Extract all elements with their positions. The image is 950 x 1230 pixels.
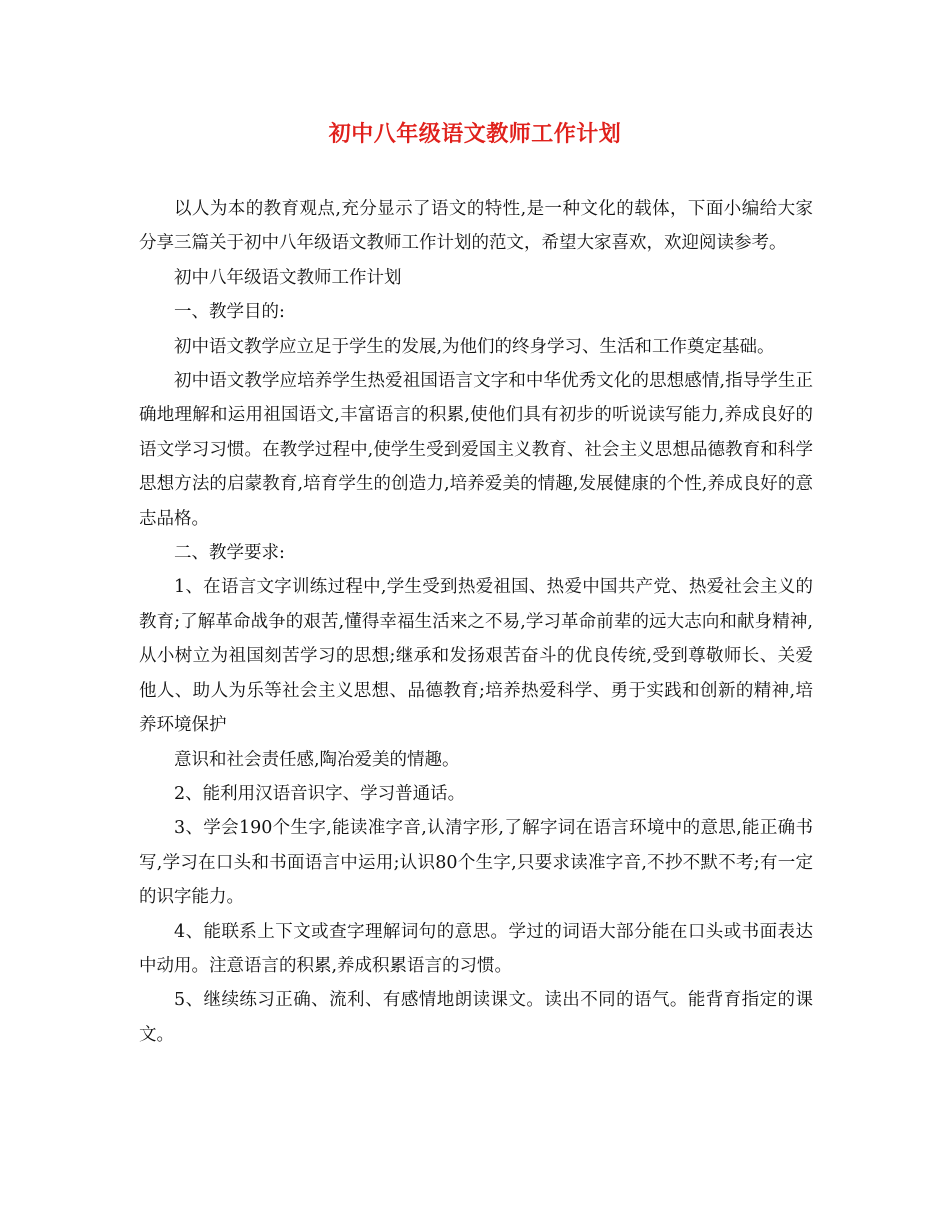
document-title: 初中八年级语文教师工作计划	[328, 121, 622, 147]
requirement-item-4: 4、能联系上下文或查字理解词句的意思。学过的词语大部分能在口头或书面表达中动用。注意语言的积累,养成积累语言的习惯。	[139, 921, 813, 976]
requirement-item-2: 2、能利用汉语音识字、学习普通话。	[174, 783, 466, 804]
section-heading-goals: 一、教学目的:	[174, 302, 285, 323]
section-heading-requirements: 二、教学要求:	[174, 543, 285, 564]
paragraph-intro: 以人为本的教育观点,充分显示了语文的特性,是一种文化的载体，下面小编给大家分享三篇关于初中八年级语文教师工作计划的范文，希望大家喜欢，欢迎阅读参考。	[139, 199, 813, 254]
requirement-item-1: 1、在语言文字训练过程中,学生受到热爱祖国、热爱中国共产党、热爱社会主义的教育;了解革命战争的艰苦,懂得幸福生活来之不易,学习革命前辈的远大志向和献身精神,从小树立为祖国刻苦学习的思想;继承和发扬艰苦奋斗的优良传统,受到尊敬师长、关爱他人、助人为乐等社会主义思想、品德教育;培养热爱科学、勇于实践和创新的精神,培养环境保护	[139, 577, 813, 736]
requirement-item-3: 3、学会190个生字,能读准字音,认清字形,了解字词在语言环境中的意思,能正确书写,学习在口头和书面语言中运用;认识80个生字,只要求读准字音,不抄不默不考;有一定的识字能力。	[139, 818, 813, 908]
requirement-item-1-continued: 意识和社会责任感,陶冶爱美的情趣。	[174, 749, 460, 770]
paragraph-goals-1: 初中语文教学应立足于学生的发展,为他们的终身学习、生活和工作奠定基础。	[174, 336, 775, 357]
paragraph-goals-2: 初中语文教学应培养学生热爱祖国语言文字和中华优秀文化的思想感情,指导学生正确地理解和运用祖国语文,丰富语言的积累,使他们具有初步的听说读写能力,养成良好的语文学习习惯。在教学过程中,使学生受到爱国主义教育、社会主义思想品德教育和科学思想方法的启蒙教育,培育学生的创造力,培养爱美的情趣,发展健康的个性,养成良好的意志品格。	[139, 371, 813, 529]
requirement-item-5: 5、继续练习正确、流利、有感情地朗读课文。读出不同的语气。能背育指定的课文。	[139, 990, 813, 1045]
paragraph-plan-heading: 初中八年级语文教师工作计划	[174, 267, 402, 288]
document-body	[139, 192, 813, 1052]
